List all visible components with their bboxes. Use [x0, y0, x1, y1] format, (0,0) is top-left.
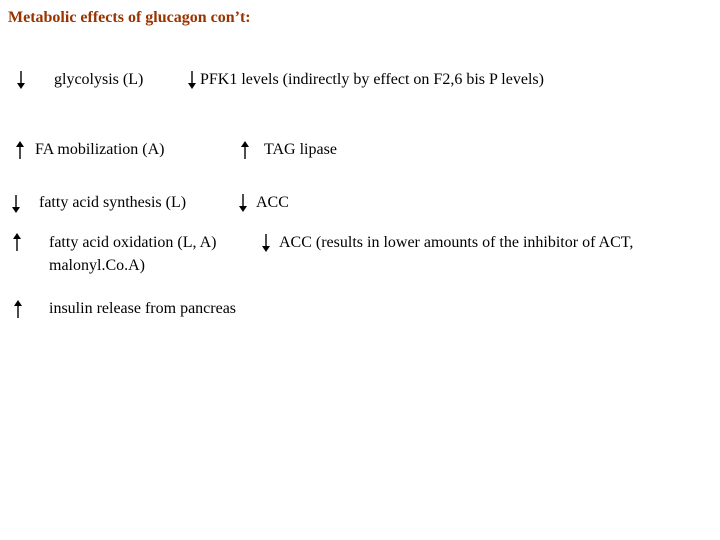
- row1-effect: PFK1 levels (indirectly by effect on F2,6 bis P levels): [200, 71, 544, 88]
- row3-item: fatty acid synthesis (L): [39, 194, 187, 211]
- arrow-up-icon: [14, 140, 26, 160]
- row2-item: FA mobilization (A): [35, 141, 165, 158]
- row4-item: fatty acid oxidation (L, A): [49, 234, 217, 251]
- arrow-down-icon: [186, 70, 198, 90]
- row4-effect: ACC (results in lower amounts of the inhibitor of ACT,: [279, 234, 634, 251]
- arrow-down-icon: [10, 194, 22, 214]
- arrow-up-icon: [11, 232, 23, 252]
- page-title: Metabolic effects of glucagon con’t:: [8, 9, 251, 26]
- row3-effect: ACC: [256, 194, 289, 211]
- arrow-up-icon: [12, 299, 24, 319]
- arrow-down-icon: [237, 193, 249, 213]
- arrow-down-icon: [260, 233, 272, 253]
- arrow-up-icon: [239, 140, 251, 160]
- row2-effect: TAG lipase: [264, 141, 337, 158]
- row1-item: glycolysis (L): [54, 71, 144, 88]
- row4-item-continuation: malonyl.Co.A): [49, 257, 145, 274]
- row5-item: insulin release from pancreas: [49, 300, 237, 317]
- arrow-down-icon: [15, 70, 27, 90]
